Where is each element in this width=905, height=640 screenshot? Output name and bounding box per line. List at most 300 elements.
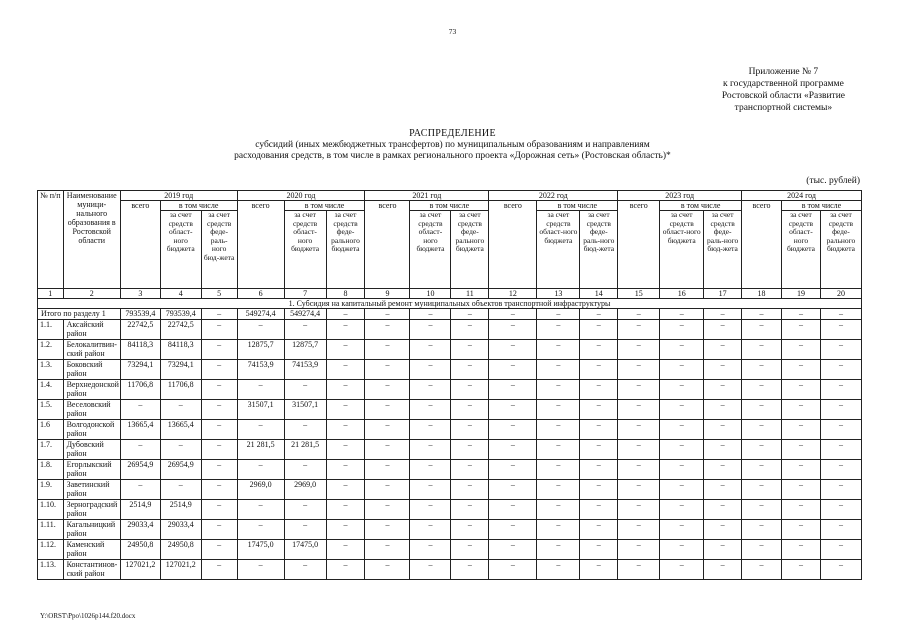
cell-value: – (704, 459, 742, 479)
cell-value: 24950,8 (120, 539, 160, 559)
column-number: 19 (782, 289, 821, 299)
cell-value: – (537, 419, 580, 439)
cell-value: – (742, 479, 782, 499)
cell-value: – (489, 319, 537, 339)
cell-value: – (537, 399, 580, 419)
column-number: 17 (704, 289, 742, 299)
cell-value: 31507,1 (237, 399, 284, 419)
cell-value: – (580, 359, 618, 379)
cell-value: – (742, 499, 782, 519)
cell-value: – (326, 319, 365, 339)
total-value: 793539,4 (120, 309, 160, 320)
cell-value: – (820, 379, 861, 399)
cell-value: – (820, 519, 861, 539)
cell-value: 17475,0 (284, 539, 326, 559)
cell-value: – (537, 379, 580, 399)
column-number: 8 (326, 289, 365, 299)
municipality-name: Заветинский район (63, 479, 120, 499)
table-row (38, 399, 862, 419)
cell-value: – (580, 479, 618, 499)
page-number: 73 (448, 27, 457, 36)
appendix-line: Приложение № 7 (748, 67, 819, 77)
cell-value: – (410, 479, 451, 499)
cell-value: – (365, 439, 410, 459)
total-value: – (537, 309, 580, 320)
cell-value: – (820, 459, 861, 479)
row-index: 1.9. (38, 479, 64, 499)
cell-value: – (410, 419, 451, 439)
municipality-name: Кагальницкий район (63, 519, 120, 539)
cell-value: – (537, 559, 580, 579)
header-regional: за счет средств област-ного бюджета (537, 211, 580, 289)
municipality-name: Дубовский район (63, 439, 120, 459)
cell-value: – (120, 439, 160, 459)
total-label: Итого по разделу 1 (38, 309, 121, 320)
cell-value: – (451, 379, 489, 399)
cell-value: – (326, 559, 365, 579)
cell-value: – (365, 499, 410, 519)
total-value: – (410, 309, 451, 320)
header-year: 2020 год (237, 191, 365, 201)
header-total: всего (618, 201, 660, 289)
header-year: 2019 год (120, 191, 237, 201)
cell-value: – (365, 559, 410, 579)
cell-value: – (201, 419, 237, 439)
header-federal: за счет средств феде-рального бюджета (326, 211, 365, 289)
cell-value: 11706,8 (160, 379, 201, 399)
row-index: 1.11. (38, 519, 64, 539)
cell-value: – (704, 499, 742, 519)
cell-value: – (580, 559, 618, 579)
municipality-name: Егорлыкский район (63, 459, 120, 479)
cell-value: – (618, 519, 660, 539)
column-number: 7 (284, 289, 326, 299)
cell-value: – (365, 459, 410, 479)
municipality-name: Константинов-ский район (63, 559, 120, 579)
appendix-line: Ростовской области «Развитие (721, 91, 845, 101)
header-regional: за счет средств област-ного бюджета (410, 211, 451, 289)
column-number: 12 (489, 289, 537, 299)
cell-value: – (537, 459, 580, 479)
cell-value: – (618, 419, 660, 439)
cell-value: – (782, 499, 821, 519)
row-index: 1.13. (38, 559, 64, 579)
total-value: – (704, 309, 742, 320)
cell-value: – (410, 519, 451, 539)
cell-value: – (326, 439, 365, 459)
header-name: Наименование муници-нального образования в Ростовской области (63, 191, 120, 289)
cell-value: – (618, 339, 660, 359)
cell-value: – (451, 479, 489, 499)
cell-value: 26954,9 (160, 459, 201, 479)
cell-value: – (410, 359, 451, 379)
appendix-line: транспортной системы» (734, 103, 833, 113)
cell-value: – (489, 499, 537, 519)
table-row (38, 479, 862, 499)
row-index: 1.1. (38, 319, 64, 339)
row-index: 1.5. (38, 399, 64, 419)
cell-value: – (489, 399, 537, 419)
cell-value: – (451, 459, 489, 479)
cell-value: – (820, 319, 861, 339)
document-title: РАСПРЕДЕЛЕНИЕ (409, 128, 496, 139)
total-value: – (365, 309, 410, 320)
row-index: 1.10. (38, 499, 64, 519)
column-number: 5 (201, 289, 237, 299)
cell-value: – (742, 359, 782, 379)
cell-value: – (704, 519, 742, 539)
cell-value: – (326, 519, 365, 539)
cell-value: – (365, 359, 410, 379)
header-federal: за счет средств феде-раль-ного бюд-жета (201, 211, 237, 289)
cell-value: – (618, 459, 660, 479)
header-regional: за счет средств област-ного бюджета (284, 211, 326, 289)
header-federal: за счет средств феде-раль-ного бюд-жета (704, 211, 742, 289)
cell-value: – (410, 439, 451, 459)
header-incl: в том числе (410, 201, 489, 211)
cell-value: – (660, 439, 704, 459)
cell-value: 2969,0 (237, 479, 284, 499)
cell-value: – (160, 439, 201, 459)
cell-value: – (782, 359, 821, 379)
header-regional: за счет средств област-ного бюджета (660, 211, 704, 289)
cell-value: 29033,4 (120, 519, 160, 539)
cell-value: – (284, 419, 326, 439)
cell-value: – (782, 559, 821, 579)
cell-value: – (660, 499, 704, 519)
subtitle-line: расходования средств, в том числе в рамках регионального проекта «Дорожная сеть» (Ростовская область)* (234, 151, 671, 161)
cell-value: – (410, 459, 451, 479)
cell-value: 13665,4 (120, 419, 160, 439)
cell-value: – (201, 379, 237, 399)
cell-value: – (201, 479, 237, 499)
cell-value: – (201, 519, 237, 539)
cell-value: – (580, 399, 618, 419)
cell-value: – (489, 439, 537, 459)
cell-value: – (782, 439, 821, 459)
cell-value: – (742, 439, 782, 459)
cell-value: – (782, 379, 821, 399)
cell-value: 84118,3 (160, 339, 201, 359)
cell-value: – (618, 499, 660, 519)
cell-value: – (782, 539, 821, 559)
cell-value: – (820, 419, 861, 439)
table-row (38, 339, 862, 359)
cell-value: – (618, 559, 660, 579)
table-row (38, 379, 862, 399)
cell-value: – (237, 419, 284, 439)
cell-value: – (618, 379, 660, 399)
header-num: № п/п (38, 191, 64, 289)
cell-value: – (580, 319, 618, 339)
cell-value: 84118,3 (120, 339, 160, 359)
cell-value: – (820, 439, 861, 459)
cell-value: – (284, 499, 326, 519)
cell-value: – (326, 379, 365, 399)
cell-value: 2514,9 (120, 499, 160, 519)
header-year: 2024 год (742, 191, 862, 201)
header-regional: за счет средств област-ного бюджета (782, 211, 821, 289)
cell-value: – (618, 439, 660, 459)
cell-value: – (742, 339, 782, 359)
cell-value: – (580, 499, 618, 519)
cell-value: – (537, 519, 580, 539)
cell-value: – (820, 339, 861, 359)
header-total: всего (489, 201, 537, 289)
header-federal: за счет средств феде-раль-ного бюд-жета (580, 211, 618, 289)
cell-value: – (284, 379, 326, 399)
cell-value: – (237, 519, 284, 539)
cell-value: – (782, 459, 821, 479)
cell-value: – (451, 419, 489, 439)
cell-value: – (660, 359, 704, 379)
column-number: 10 (410, 289, 451, 299)
cell-value: – (782, 399, 821, 419)
cell-value: – (237, 559, 284, 579)
cell-value: 74153,9 (237, 359, 284, 379)
cell-value: – (326, 419, 365, 439)
cell-value: – (742, 559, 782, 579)
cell-value: – (820, 479, 861, 499)
cell-value: – (326, 459, 365, 479)
row-index: 1.6 (38, 419, 64, 439)
header-federal: за счет средств феде-рального бюджета (820, 211, 861, 289)
row-index: 1.12. (38, 539, 64, 559)
cell-value: – (201, 459, 237, 479)
cell-value: – (365, 319, 410, 339)
cell-value: 127021,2 (120, 559, 160, 579)
cell-value: 12875,7 (237, 339, 284, 359)
header-total: всего (120, 201, 160, 289)
document-heading (0, 128, 905, 163)
cell-value: 31507,1 (284, 399, 326, 419)
cell-value: – (410, 379, 451, 399)
total-value: 793539,4 (160, 309, 201, 320)
cell-value: – (820, 559, 861, 579)
table-row (38, 539, 862, 559)
row-index: 1.7. (38, 439, 64, 459)
cell-value: – (537, 479, 580, 499)
units-label: (тыс. рублей) (806, 176, 860, 186)
cell-value: – (365, 379, 410, 399)
cell-value: – (489, 539, 537, 559)
header-incl: в том числе (660, 201, 742, 211)
cell-value: – (618, 479, 660, 499)
total-value: – (742, 309, 782, 320)
cell-value: – (489, 459, 537, 479)
table-row (38, 559, 862, 579)
municipality-name: Боковский район (63, 359, 120, 379)
cell-value: 127021,2 (160, 559, 201, 579)
cell-value: – (326, 479, 365, 499)
cell-value: – (489, 419, 537, 439)
cell-value: – (704, 339, 742, 359)
cell-value: 2969,0 (284, 479, 326, 499)
cell-value: 26954,9 (120, 459, 160, 479)
cell-value: – (537, 319, 580, 339)
header-incl: в том числе (160, 201, 237, 211)
cell-value: – (201, 399, 237, 419)
table-row (38, 419, 862, 439)
header-year: 2023 год (618, 191, 742, 201)
total-value: – (201, 309, 237, 320)
header-incl: в том числе (782, 201, 862, 211)
table-row (38, 499, 862, 519)
cell-value: – (537, 439, 580, 459)
municipality-name: Каменский район (63, 539, 120, 559)
cell-value: – (120, 399, 160, 419)
column-number: 3 (120, 289, 160, 299)
cell-value: – (660, 379, 704, 399)
cell-value: – (782, 479, 821, 499)
cell-value: – (489, 559, 537, 579)
cell-value: – (410, 539, 451, 559)
subtitle-line: субсидий (иных межбюджетных трансфертов) по муниципальным образованиям и направлениям (255, 139, 650, 150)
cell-value: – (489, 519, 537, 539)
column-number: 4 (160, 289, 201, 299)
cell-value: – (326, 399, 365, 419)
header-regional: за счет средств област-ного бюджета (160, 211, 201, 289)
cell-value: – (782, 519, 821, 539)
cell-value: 17475,0 (237, 539, 284, 559)
municipality-name: Веселовский район (63, 399, 120, 419)
column-number: 1 (38, 289, 64, 299)
total-value: – (451, 309, 489, 320)
cell-value: – (660, 459, 704, 479)
cell-value: – (451, 439, 489, 459)
cell-value: 73294,1 (160, 359, 201, 379)
cell-value: – (410, 339, 451, 359)
cell-value: – (410, 499, 451, 519)
column-number: 6 (237, 289, 284, 299)
cell-value: – (489, 339, 537, 359)
cell-value: – (660, 479, 704, 499)
column-number: 9 (365, 289, 410, 299)
cell-value: – (537, 339, 580, 359)
cell-value: – (365, 339, 410, 359)
total-value: 549274,4 (284, 309, 326, 320)
cell-value: – (160, 399, 201, 419)
cell-value: – (489, 359, 537, 379)
cell-value: – (451, 539, 489, 559)
cell-value: – (660, 319, 704, 339)
total-value: – (618, 309, 660, 320)
cell-value: – (742, 379, 782, 399)
cell-value: – (618, 399, 660, 419)
cell-value: – (201, 559, 237, 579)
appendix-line: к государственной программе (723, 79, 844, 89)
cell-value: 22742,5 (120, 319, 160, 339)
cell-value: – (704, 399, 742, 419)
table-row (38, 359, 862, 379)
cell-value: – (537, 359, 580, 379)
cell-value: – (704, 559, 742, 579)
cell-value: 12875,7 (284, 339, 326, 359)
cell-value: – (580, 379, 618, 399)
cell-value: 21 281,5 (237, 439, 284, 459)
municipality-name: Аксайский район (63, 319, 120, 339)
cell-value: – (451, 359, 489, 379)
cell-value: – (742, 459, 782, 479)
cell-value: – (284, 519, 326, 539)
cell-value: 29033,4 (160, 519, 201, 539)
cell-value: – (820, 359, 861, 379)
cell-value: – (660, 539, 704, 559)
row-index: 1.4. (38, 379, 64, 399)
table-row (38, 519, 862, 539)
cell-value: – (451, 519, 489, 539)
cell-value: – (742, 419, 782, 439)
cell-value: – (201, 319, 237, 339)
cell-value: – (782, 339, 821, 359)
cell-value: – (365, 399, 410, 419)
cell-value: – (326, 539, 365, 559)
table-row (38, 319, 862, 339)
cell-value: – (820, 539, 861, 559)
cell-value: 73294,1 (120, 359, 160, 379)
column-number: 14 (580, 289, 618, 299)
cell-value: – (580, 339, 618, 359)
cell-value: – (365, 419, 410, 439)
cell-value: – (618, 319, 660, 339)
cell-value: – (580, 419, 618, 439)
distribution-table (37, 190, 862, 580)
cell-value: – (326, 499, 365, 519)
cell-value: – (451, 319, 489, 339)
cell-value: – (451, 339, 489, 359)
header-incl: в том числе (537, 201, 618, 211)
municipality-name: Белокалитвин-ский район (63, 339, 120, 359)
cell-value: – (782, 419, 821, 439)
cell-value: – (489, 479, 537, 499)
header-total: всего (742, 201, 782, 289)
row-index: 1.8. (38, 459, 64, 479)
cell-value: 13665,4 (160, 419, 201, 439)
header-year: 2021 год (365, 191, 489, 201)
cell-value: – (365, 519, 410, 539)
cell-value: – (742, 399, 782, 419)
cell-value: – (618, 359, 660, 379)
cell-value: – (201, 359, 237, 379)
cell-value: – (704, 419, 742, 439)
cell-value: – (326, 359, 365, 379)
total-value: – (820, 309, 861, 320)
row-index: 1.2. (38, 339, 64, 359)
table-row (38, 459, 862, 479)
cell-value: – (580, 459, 618, 479)
cell-value: – (660, 559, 704, 579)
cell-value: – (704, 379, 742, 399)
cell-value: 24950,8 (160, 539, 201, 559)
column-number: 18 (742, 289, 782, 299)
cell-value: – (742, 539, 782, 559)
cell-value: 22742,5 (160, 319, 201, 339)
cell-value: – (237, 499, 284, 519)
header-incl: в том числе (284, 201, 365, 211)
cell-value: 11706,8 (120, 379, 160, 399)
cell-value: – (580, 439, 618, 459)
municipality-name: Верхнедонской район (63, 379, 120, 399)
header-year: 2022 год (489, 191, 618, 201)
cell-value: – (660, 339, 704, 359)
cell-value: – (660, 399, 704, 419)
cell-value: – (742, 319, 782, 339)
column-number: 13 (537, 289, 580, 299)
header-total: всего (365, 201, 410, 289)
cell-value: – (742, 519, 782, 539)
appendix-block (722, 66, 845, 114)
cell-value: – (237, 459, 284, 479)
